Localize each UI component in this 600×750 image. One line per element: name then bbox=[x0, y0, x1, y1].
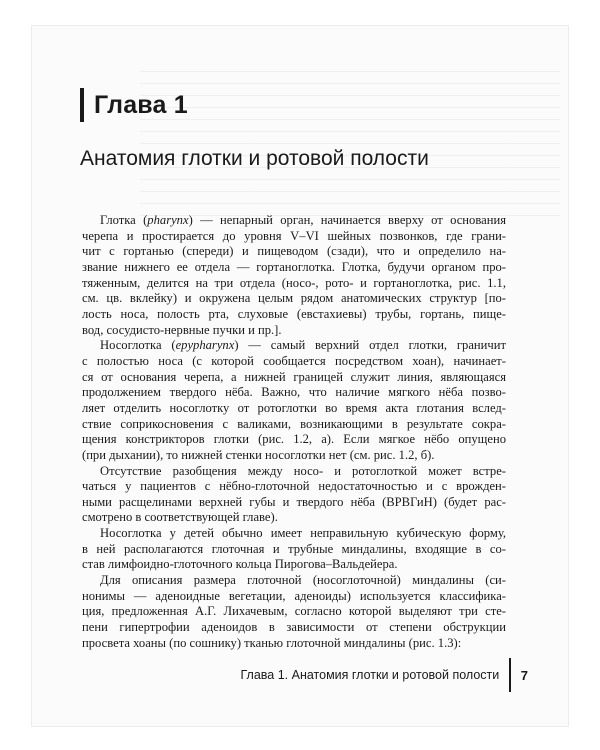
text-line: щения констрикторов глотки (рис. 1.2, а). Если мягкое нёбо опущено bbox=[82, 432, 506, 447]
text-line: смотрено в соответствующей главе). bbox=[82, 510, 278, 525]
text-line: в ней располагаются глоточная и трубные миндалины, входящие в со- bbox=[82, 541, 506, 556]
chapter-label: Глава 1 bbox=[94, 91, 188, 119]
text-line: лость носа, полость рта, слуховые (евстахиевы) трубы, гортань, пище- bbox=[82, 306, 506, 321]
text-line: ция, предложенная А.Г. Лихачевым, согласно которой выделяют три сте- bbox=[82, 604, 506, 619]
paragraph bbox=[82, 213, 506, 338]
text-line: Глотка (pharynx) — непарный орган, начинается вверху от основания bbox=[100, 213, 506, 227]
text-line: Отсутствие разобщения между носо- и ротоглоткой может встре- bbox=[100, 463, 506, 478]
text-line: звание нижнего ее отдела — гортаноглотка. Глотка, будучи органом про- bbox=[82, 259, 506, 274]
text-line: (при дыхании), то нижней стенки носоглотки нет (см. рис. 1.2, б). bbox=[82, 447, 435, 462]
text-line: ляет отделить носоглотку от ротоглотки во время акта глотания вслед- bbox=[82, 400, 506, 415]
text-line: вод, сосудисто-нервные пучки и пр.]. bbox=[82, 322, 282, 337]
text-line: ствие соприкосновения с валиками, возникающими в результате сокра- bbox=[82, 416, 506, 431]
text-line: Носоглотка у детей обычно имеет неправильную кубическую форму, bbox=[100, 526, 506, 541]
text-line: Носоглотка (epypharynx) — самый верхний отдел глотки, граничит bbox=[100, 338, 506, 353]
text-line: тяженным, делится на три отдела (носо-, рото- и гортаноглотка, рис. 1.1, bbox=[82, 275, 506, 290]
text-line: нонимы — аденоидные вегетации, аденоиды) используется классифика- bbox=[82, 588, 506, 603]
paragraph bbox=[82, 464, 506, 527]
paragraph bbox=[82, 338, 506, 463]
body-text bbox=[82, 213, 506, 651]
text-line: Для описания размера глоточной (носоглоточной) миндалины (си- bbox=[100, 573, 506, 588]
text-line: продолжением твердого нёба. Важно, что наличие мягкого нёба позво- bbox=[82, 385, 506, 400]
text-line: пени гипертрофии аденоидов в зависимости от степени обструкции bbox=[82, 620, 506, 635]
text-line: с полостью носа (с которой сообщается посредством хоан), начинает- bbox=[82, 353, 506, 368]
text-line: ными расщелинами верхней губы и твердого нёба (ВРВГиН) (будет рас- bbox=[82, 494, 506, 509]
paragraph bbox=[82, 573, 506, 651]
text-line: см. цв. вклейку) и окружена целым рядом анатомических структур [по- bbox=[82, 291, 506, 306]
footer-separator bbox=[509, 658, 511, 692]
text-line: чаться у пациентов с нёбно-глоточной недостаточностью и с врожден- bbox=[82, 479, 506, 494]
page-footer bbox=[0, 658, 528, 692]
running-title: Глава 1. Анатомия глотки и ротовой полости bbox=[240, 668, 500, 682]
text-line: черепа и простирается до уровня V–VI шейных позвонков, где грани- bbox=[82, 228, 506, 243]
paragraph bbox=[82, 526, 506, 573]
chapter-heading bbox=[80, 88, 188, 122]
bleed-through-shadow bbox=[140, 66, 560, 216]
chapter-title: Анатомия глотки и ротовой полости bbox=[80, 147, 429, 170]
text-line: став лимфоидно-глоточного кольца Пирогова–Вальдейера. bbox=[82, 557, 398, 572]
page-number: 7 bbox=[520, 667, 528, 683]
text-line: просвета хоаны (по сошнику) тканью глоточной миндалины (рис. 1.3): bbox=[82, 635, 462, 650]
text-line: чит с гортанью (спереди) и пищеводом (сзади), что и определило на- bbox=[82, 244, 506, 259]
chapter-accent-bar bbox=[80, 88, 84, 122]
text-line: ся от основания черепа, а нижней границей служит линия, являющаяся bbox=[82, 369, 506, 384]
